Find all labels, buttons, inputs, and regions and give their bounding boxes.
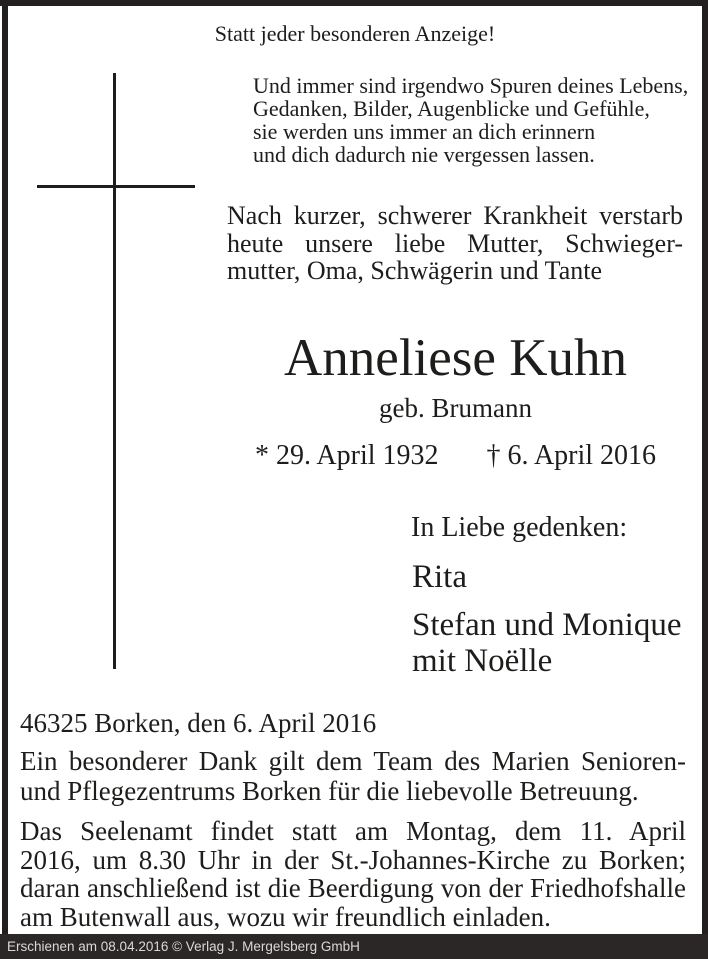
thanks-line: Ein besonderer Dank gilt dem Team des Marien Senioren- — [20, 746, 686, 776]
frame-border-top — [0, 0, 708, 6]
thanks-line: und Pflegezentrums Borken für die liebevolle Betreuung. — [20, 776, 639, 806]
death-announcement-text — [227, 202, 683, 285]
life-dates — [228, 442, 683, 470]
notice-header: Statt jeder besonderen Anzeige! — [214, 21, 496, 46]
birth-date: * 29. April 1932 — [254, 440, 439, 471]
maiden-name: geb. Brumann — [379, 393, 532, 423]
mourner-name: mit Noëlle — [412, 643, 553, 679]
poem-line: Und immer sind irgendwo Spuren deines Lebens, — [253, 73, 689, 98]
service-line: daran anschließend ist die Beerdigung von der Friedhofshalle — [20, 873, 686, 903]
service-line: Das Seelenamt findet statt am Montag, dem 11. April — [20, 816, 686, 846]
thanks-paragraph — [20, 746, 686, 806]
service-line: 2016, um 8.30 Uhr in der St.-Johannes-Kirche zu Borken; — [20, 844, 686, 875]
mourner-name: Rita — [412, 559, 467, 595]
latin-cross-icon — [113, 73, 116, 669]
frame-border-right — [702, 0, 708, 934]
city-and-date: 46325 Borken, den 6. April 2016 — [20, 708, 377, 738]
poem-line: und dich dadurch nie vergessen lassen. — [253, 142, 595, 167]
poem-line: Gedanken, Bilder, Augenblicke und Gefühle, — [253, 96, 650, 121]
frame-border-left — [2, 0, 8, 934]
latin-cross-icon — [37, 185, 195, 188]
announcement-line: heute unsere liebe Mutter, Schwieger- — [227, 228, 683, 258]
mourning-heading: In Liebe gedenken: — [411, 512, 628, 543]
publisher-footer: Erschienen am 08.04.2016 © Verlag J. Mergelsberg GmbH — [0, 934, 708, 959]
memorial-poem — [253, 74, 688, 166]
poem-line: sie werden uns immer an dich erinnern — [253, 119, 596, 144]
announcement-line: Nach kurzer, schwerer Krankheit verstarb — [227, 201, 683, 230]
mourner-name: Stefan und Monique — [412, 607, 682, 643]
death-date: † 6. April 2016 — [486, 440, 657, 471]
deceased-name: Anneliese Kuhn — [284, 329, 627, 387]
service-line: am Butenwall aus, wozu wir freundlich einladen. — [20, 901, 551, 932]
announcement-line: mutter, Oma, Schwägerin und Tante — [227, 256, 603, 285]
funeral-service-paragraph — [20, 817, 686, 931]
